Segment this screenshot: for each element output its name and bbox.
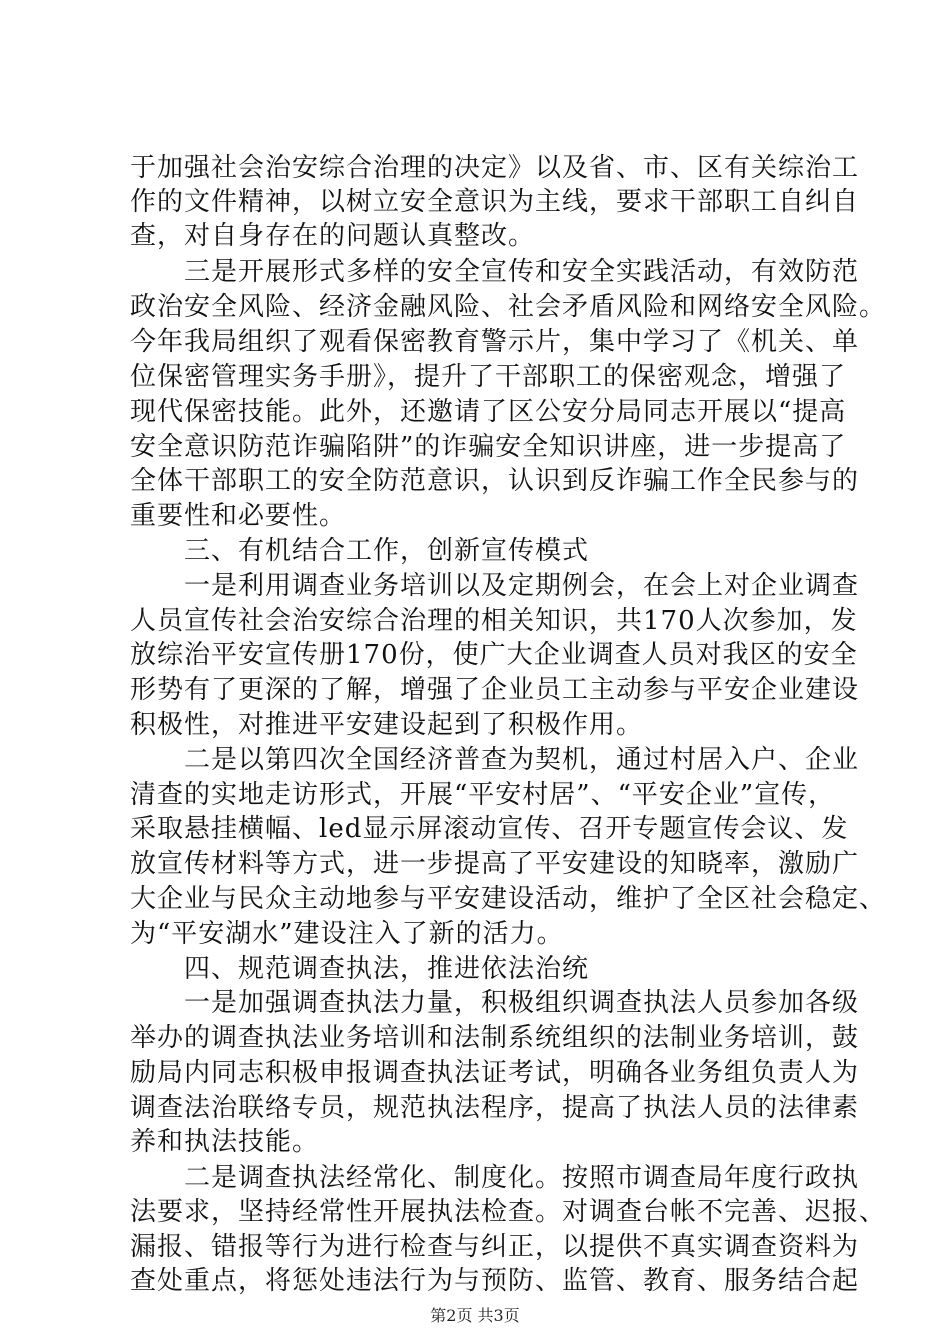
text-line: 举办的调查执法业务培训和法制系统组织的法制业务培训，鼓 xyxy=(130,1023,860,1053)
text-line: 放综治平安宣传册170份，使广大企业调查人员对我区的安全 xyxy=(130,640,858,670)
text-line: 查，对自身存在的问题认真整改。 xyxy=(130,221,536,251)
text-line: 漏报、错报等行为进行检查与纠正，以提供不真实调查资料为 xyxy=(130,1232,860,1262)
text-line: 二是调查执法经常化、制度化。按照市调查局年度行政执 xyxy=(130,1163,860,1193)
text-line: 人员宣传社会治安综合治理的相关知识，共170人次参加，发 xyxy=(130,606,858,636)
text-line: 三是开展形式多样的安全宣传和安全实践活动，有效防范 xyxy=(130,257,860,287)
text-line: 积极性，对推进平安建设起到了积极作用。 xyxy=(130,710,644,740)
text-line: 现代保密技能。此外，还邀请了区公安分局同志开展以“提高 xyxy=(130,397,847,427)
text-line: 重要性和必要性。 xyxy=(130,501,347,531)
text-line: 二是以第四次全国经济普查为契机，通过村居入户、企业 xyxy=(130,745,860,775)
text-line: 安全意识防范诈骗陷阱”的诈骗安全知识讲座，进一步提高了 xyxy=(130,432,847,462)
section-heading: 三、有机结合工作，创新宣传模式 xyxy=(130,536,590,566)
text-line: 清查的实地走访形式，开展“平安村居”、“平安企业”宣传， xyxy=(130,780,836,810)
text-line: 一是加强调查执法力量，积极组织调查执法人员参加各级 xyxy=(130,988,860,1018)
text-line: 于加强社会治安综合治理的决定》以及省、市、区有关综治工 xyxy=(130,153,860,183)
text-line: 政治安全风险、经济金融风险、社会矛盾风险和网络安全风险。 xyxy=(130,292,887,322)
text-line: 采取悬挂横幅、led显示屏滚动宣传、召开专题宣传会议、发 xyxy=(130,814,849,844)
text-line: 今年我局组织了观看保密教育警示片，集中学习了《机关、单 xyxy=(130,327,860,357)
text-line: 一是利用调查业务培训以及定期例会，在会上对企业调查 xyxy=(130,571,860,601)
text-line: 位保密管理实务手册》，提升了干部职工的保密观念，增强了 xyxy=(130,362,847,392)
text-line: 形势有了更深的了解，增强了企业员工主动参与平安企业建设 xyxy=(130,675,860,705)
text-line: 励局内同志积极申报调查执法证考试，明确各业务组负责人为 xyxy=(130,1058,860,1088)
text-line: 查处重点，将惩处违法行为与预防、监管、教育、服务结合起 xyxy=(130,1266,860,1296)
text-line: 法要求，坚持经常性开展执法检查。对调查台帐不完善、迟报、 xyxy=(130,1197,887,1227)
text-line: 作的文件精神，以树立安全意识为主线，要求干部职工自纠自 xyxy=(130,187,860,217)
text-line: 全体干部职工的安全防范意识，认识到反诈骗工作全民参与的 xyxy=(130,466,860,496)
section-heading: 四、规范调查执法，推进依法治统 xyxy=(130,954,590,984)
text-line: 放宣传材料等方式，进一步提高了平安建设的知晓率，激励广 xyxy=(130,849,860,879)
text-line: 调查法治联络专员，规范执法程序，提高了执法人员的法律素 xyxy=(130,1093,860,1123)
text-line: 为“平安湖水”建设注入了新的活力。 xyxy=(130,919,564,949)
text-line: 大企业与民众主动地参与平安建设活动，维护了全区社会稳定、 xyxy=(130,884,887,914)
page-number-footer: 第2页 共3页 xyxy=(430,1306,520,1325)
text-line: 养和执法技能。 xyxy=(130,1127,320,1157)
